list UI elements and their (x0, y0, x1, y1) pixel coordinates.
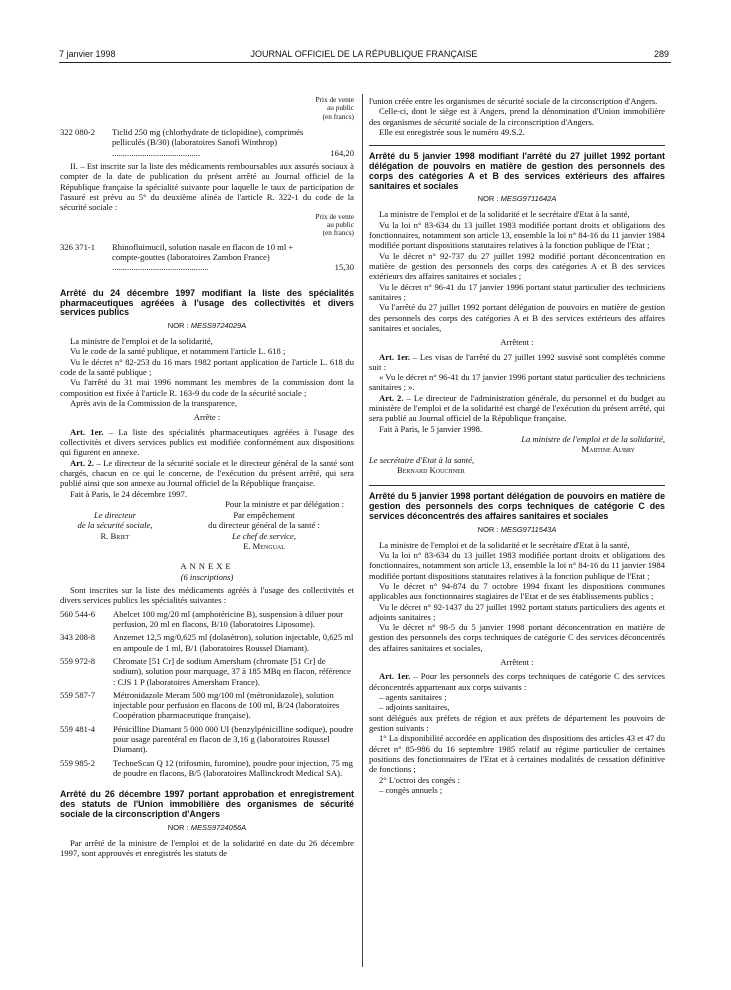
arrete-heading: Arrêtent : (500, 657, 534, 668)
annex-heading: ANNEXE (180, 561, 234, 572)
arrete-heading: Arrête : (193, 412, 221, 423)
decree-title: Arrêté du 5 janvier 1998 modifiant l'arrêté du 27 juillet 1992 portant délégation de pouvoirs en matière de gestion des personnels des corps des catégories A et B des services extérieurs des affaires sanitaires et sociales (369, 151, 665, 191)
divider (369, 485, 665, 486)
decree-title: Arrêté du 26 décembre 1997 portant approbation et enregistrement des statuts de l'Union immobilière des organismes de sécurité sociale de la circonscription d'Angers (60, 789, 354, 819)
left-column: Prix de vente au public (en francs) 322 080-2 Ticlid 250 mg (chlorhydrate de ticlopidine), comprimés pelliculés (B/30) (laboratoires Sanofi Winthrop) ......................................... 164,20 II. – Est inscrite sur la liste des médicaments remboursables aux assurés sociaux à compter de la date de publication du présent arrêté au Journal officiel de la République française la spécialité suivante pour laquelle le taux de participation de l'assuré est prévu au 5° du deuxième alinéa de l'article R. 322-1 du code de la sécurité sociale : Prix de vente au public (en francs) 326 371-1 Rhinofluimucil, solution nasale en flacon de 10 ml + compte-gouttes (laboratoires Zambon France) ............................................. 15,30 Arrêté du 24 décembre 1997 modifiant la liste des spécialités pharmaceutiques agréées à l'usage des collectivités et divers services publics NOR : MESS9724029A La ministre de l'emploi et de la solidarité, Vu le code de la santé publique, et notamment l'article L. 618 ; Vu le décret n° 82-253 du 16 mars 1982 portant application de l'article L. 618 du code de la santé publique ; Vu l'arrêté du 31 mai 1996 nommant les membres de la commission dont la composition est fixée à l'article R. 163-9 du code de la sécurité sociale ; Après avis de la Commission de la transparence, Arrête : Art. 1er. – La liste des spécialités pharmaceutiques agréées à l'usage des collectivités et divers services publics est modifiée conformément aux dispositions qui figurent en annexe. Art. 2. – Le directeur de la sécurité sociale et le directeur général de la santé sont chargés, chacun en ce qui le concerne, de l'exécution du présent arrêté, qui sera publié ainsi que son annexe au Journal officiel de la République française. Fait à Paris, le 24 décembre 1997. Pour la ministre et par délégation : Le directeur de la sécurité sociale, R. Briet Par empêchement du directeur général de la santé : Le chef de service, E. Mengual ANNEXE (6 inscriptions) Sont inscrites sur la liste des médicaments agréés à l'usage des collectivités et divers services publics les spécialités suivantes : 560 544-6 Abelcet 100 mg/20 ml (amphotéricine B), suspension à diluer pour perfusion, 20 ml en flacons, B/10 (laboratoires Liposome). 343 208-8 Anzemet 12,5 mg/0,625 ml (dolasétron), solution injectable, 0,625 ml en ampoule de 1 ml, B/1 (laboratoires Roussel Diamant). 559 972-8 Chromate [51 Cr] de sodium Amersham (chromate [51 Cr] de sodium), solution pour marquage, 37 à 185 MBq en flacon, référence : CJS 1 P (laboratoires Amersham France). 559 587-7 Métronidazole Meram 500 mg/100 ml (métronidazole), solution injectable pour perfusion en flacons de 100 ml, B/24 (laboratoires Coopération pharmaceutique française). 559 481-4 Pénicilline Diamant 5 000 000 UI (benzylpénicilline sodique), poudre pour usage parentéral en flacon de 3,16 g (laboratoires Roussel Diamant). 559 985-2 TechneScan Q 12 (trifosmin, furomine), poudre pour injection, 75 mg de poudre en flacons, B/5 (laboratoires Mallinckrodt Medical SA). Arrêté du 26 décembre 1997 portant approbation et enregistrement des statuts de l'Union immobilière des organismes de sécurité sociale de la circonscription d'Angers NOR : MESS9724056A Par arrêté de la ministre de l'emploi et de la solidarité en date du 26 décembre 1997, sont approuvés et enregistrés les statuts de (60, 95, 355, 859)
decree-title: Arrêté du 5 janvier 1998 portant délégation de pouvoirs en matière de gestion des personnels des corps techniques de catégorie C des services déconcentrés des affaires sanitaires et sociales (369, 491, 665, 521)
header-page-number: 289 (653, 49, 669, 59)
list-item: 559 985-2 TechneScan Q 12 (trifosmin, furomine), poudre pour injection, 75 mg de poudre en flacons, B/5 (laboratoires Mallinckrodt Medical SA). (60, 757, 353, 779)
nor-reference: NOR : MESG9711642A (477, 194, 557, 204)
delegation-line: Pour la ministre et par délégation : (225, 498, 344, 509)
divider (369, 145, 665, 146)
article-1: Art. 1er. – Pour les personnels des corps techniques de catégorie C des services déconcentrés appartenant aux corps suivants : (369, 671, 665, 692)
arrete-heading: Arrêtent : (500, 337, 534, 348)
list-item: 559 481-4 Pénicilline Diamant 5 000 000 UI (benzylpénicilline sodique), poudre pour usage parentéral en flacon de 3,16 g (laboratoires Roussel Diamant). (60, 723, 354, 755)
annex-intro: Sont inscrites sur la liste des médicaments agréés à l'usage des collectivités et divers services publics les spécialités suivantes : (60, 585, 354, 606)
article-1: Art. 1er. – Les visas de l'arrêté du 27 juillet 1992 susvisé sont complétés comme suit : (369, 351, 666, 372)
header-date: 7 janvier 1998 (59, 49, 116, 59)
signature-name: Martine Aubry (581, 444, 635, 455)
article-2: Art. 2. – Le directeur de l'administration générale, du personnel et du budget au ministère de l'emploi et de la solidarité est chargé de l'exécution du présent arrêté, qui sera publié au Journal officiel de la République française. (369, 392, 666, 424)
article-2: Art. 2. – Le directeur de la sécurité sociale et le directeur général de la santé sont chargés, chacun en ce qui le concerne, de l'exécution du présent arrêté, qui sera publié ainsi que son annexe au Journal officiel de la République française. (60, 457, 355, 489)
list-item: 559 587-7 Métronidazole Meram 500 mg/100 ml (métronidazole), solution injectable pour perfusion en flacons de 100 ml, B/24 (laboratoires Coopération pharmaceutique française). (60, 689, 340, 721)
column-divider (362, 94, 363, 967)
signature-name: Bernard Kouchner (397, 464, 465, 475)
right-column: l'union créée entre les organismes de sécurité sociale de la circonscription d'Angers. Celle-ci, dont le siège est à Angers, prend la dénomination d'Union immobilière des organismes de sécurité sociale de la circonscription d'Angers. Elle est enregistrée sous le numéro 49.S.2. Arrêté du 5 janvier 1998 modifiant l'arrêté du 27 juillet 1992 portant délégation de pouvoirs en matière de gestion des personnels des corps des catégories A et B des services extérieurs des affaires sanitaires et sociales NOR : MESG9711642A La ministre de l'emploi et de la solidarité et le secrétaire d'Etat à la santé, Vu la loi n° 83-634 du 13 juillet 1983 modifiée portant droits et obligations des fonctionnaires, notamment son article 13, ensemble la loi n° 84-16 du 11 janvier 1984 modifiée portant dispositions statutaires relatives à la fonction publique de l'Etat ; Vu le décret n° 92-737 du 27 juillet 1992 modifié portant déconcentration en matière de gestion des personnels des corps des catégories A et B des services extérieurs des affaires sanitaires et sociales ; Vu le décret n° 96-41 du 17 janvier 1996 portant statut particulier des techniciens sanitaires ; Vu l'arrêté du 27 juillet 1992 portant délégation de pouvoirs en matière de gestion des personnels des corps des catégories A et B des services extérieurs des affaires sanitaires et sociales, Arrêtent : Art. 1er. – Les visas de l'arrêté du 27 juillet 1992 susvisé sont complétés comme suit : « Vu le décret n° 96-41 du 17 janvier 1996 portant statut particulier des techniciens sanitaires ; ». Art. 2. – Le directeur de l'administration générale, du personnel et du budget au ministère de l'emploi et de la solidarité est chargé de l'exécution du présent arrêté, qui sera publié au Journal officiel de la République française. Fait à Paris, le 5 janvier 1998. La ministre de l'emploi et de la solidarité, Martine Aubry Le secrétaire d'Etat à la santé, Bernard Kouchner Arrêté du 5 janvier 1998 portant délégation de pouvoirs en matière de gestion des personnels des corps techniques de catégorie C des services déconcentrés des affaires sanitaires et sociales NOR : MESG9711543A La ministre de l'emploi et de la solidarité et le secrétaire d'Etat à la santé, Vu la loi n° 83-634 du 13 juillet 1983 modifiée portant droits et obligations des fonctionnaires, notamment son article 13, ensemble la loi n° 84-16 du 11 janvier 1984 modifiée portant dispositions statutaires relatives à la fonction publique de l'Etat ; Vu le décret n° 94-874 du 7 octobre 1994 fixant les dispositions communes applicables aux fonctionnaires stagiaires de l'Etat et de ses établissements publics ; Vu le décret n° 92-1437 du 27 juillet 1992 portant statuts particuliers des agents et adjoints sanitaires ; Vu le décret n° 98-5 du 5 janvier 1998 portant déconcentration en matière de gestion des personnels des corps techniques de catégorie C des services déconcentrés des affaires sanitaires et sociales, Arrêtent : Art. 1er. – Pour les personnels des corps techniques de catégorie C des services déconcentrés appartenant aux corps suivants : – agents sanitaires ; – adjoints sanitaires, sont délégués aux préfets de région et aux préfets de département les pouvoirs de gestion suivants : 1° La disponibilité accordée en application des dispositions des articles 43 et 47 du décret n° 85-986 du 16 septembre 1985 relatif au régime particulier de certaines positions des fonctionnaires de l'Etat et à certaines modalités de cessation définitive de fonctions ; 2° L'octroi des congés : – congés annuels ; (369, 96, 666, 795)
nor-reference: NOR : MESS9724029A (167, 321, 247, 331)
nor-reference: NOR : MESG9711543A (477, 524, 557, 534)
drug-entry: 326 371-1 Rhinofluimucil, solution nasale en flacon de 10 ml + compte-gouttes (laboratoires Zambon France) ............................................. 15,30 (60, 241, 354, 273)
decree-title: Arrêté du 24 décembre 1997 modifiant la liste des spécialités pharmaceutiques agréées à l'usage des collectivités et divers services publics (60, 287, 354, 318)
page-header (59, 49, 669, 63)
article-1: Art. 1er. – La liste des spécialités pharmaceutiques agréées à l'usage des collectivités et divers services publics est modifiée conformément aux dispositions qui figurent en annexe. (60, 426, 354, 458)
quoted-visa: « Vu le décret n° 96-41 du 17 janvier 1996 portant statut particulier des techniciens sanitaires ; ». (369, 372, 665, 393)
annex-count: (6 inscriptions) (180, 571, 234, 582)
drug-entry: 322 080-2 Ticlid 250 mg (chlorhydrate de ticlopidine), comprimés pelliculés (B/30) (laboratoires Sanofi Winthrop) ......................................... 164,20 (60, 127, 354, 158)
signatures: Le directeur de la sécurité sociale, R. Briet Par empêchement du directeur général de la santé : Le chef de service, E. Mengual (77, 510, 320, 552)
done-at: Fait à Paris, le 24 décembre 1997. (70, 488, 187, 499)
signature-title: Le secrétaire d'Etat à la santé, (369, 454, 475, 465)
price-header: Prix de vente au public (en francs) (315, 95, 354, 121)
done-at: Fait à Paris, le 5 janvier 1998. (379, 423, 483, 434)
list-item: 559 972-8 Chromate [51 Cr] de sodium Amersham (chromate [51 Cr] de sodium), solution pour marquage, 37 à 185 MBq en flacon, référence : CJS 1 P (laboratoires Amersham France). (60, 655, 351, 687)
price-header: Prix de vente au public (en francs) (315, 211, 354, 238)
list-item: 560 544-6 Abelcet 100 mg/20 ml (amphotéricine B), suspension à diluer pour perfusion, 20 ml en flacons, B/10 (laboratoires Liposome). (60, 608, 344, 629)
list-item: 343 208-8 Anzemet 12,5 mg/0,625 ml (dolasétron), solution injectable, 0,625 ml en ampoule de 1 ml, B/1 (laboratoires Roussel Diamant). (60, 632, 354, 653)
section-ii-paragraph: II. – Est inscrite sur la liste des médicaments remboursables aux assurés sociaux à compter de la date de publication du présent arrêté au Journal officiel de la République française la spécialité suivante pour laquelle le taux de participation de l'assuré est prévu au 5° du deuxième alinéa de l'article R. 322-1 du code de la sécurité sociale : (60, 161, 354, 213)
nor-reference: NOR : MESS9724056A (167, 822, 247, 832)
header-rule (59, 62, 671, 63)
signature-title: La ministre de l'emploi et de la solidarité, (521, 434, 665, 444)
header-journal-title: JOURNAL OFFICIEL DE LA RÉPUBLIQUE FRANÇAISE (250, 49, 478, 59)
